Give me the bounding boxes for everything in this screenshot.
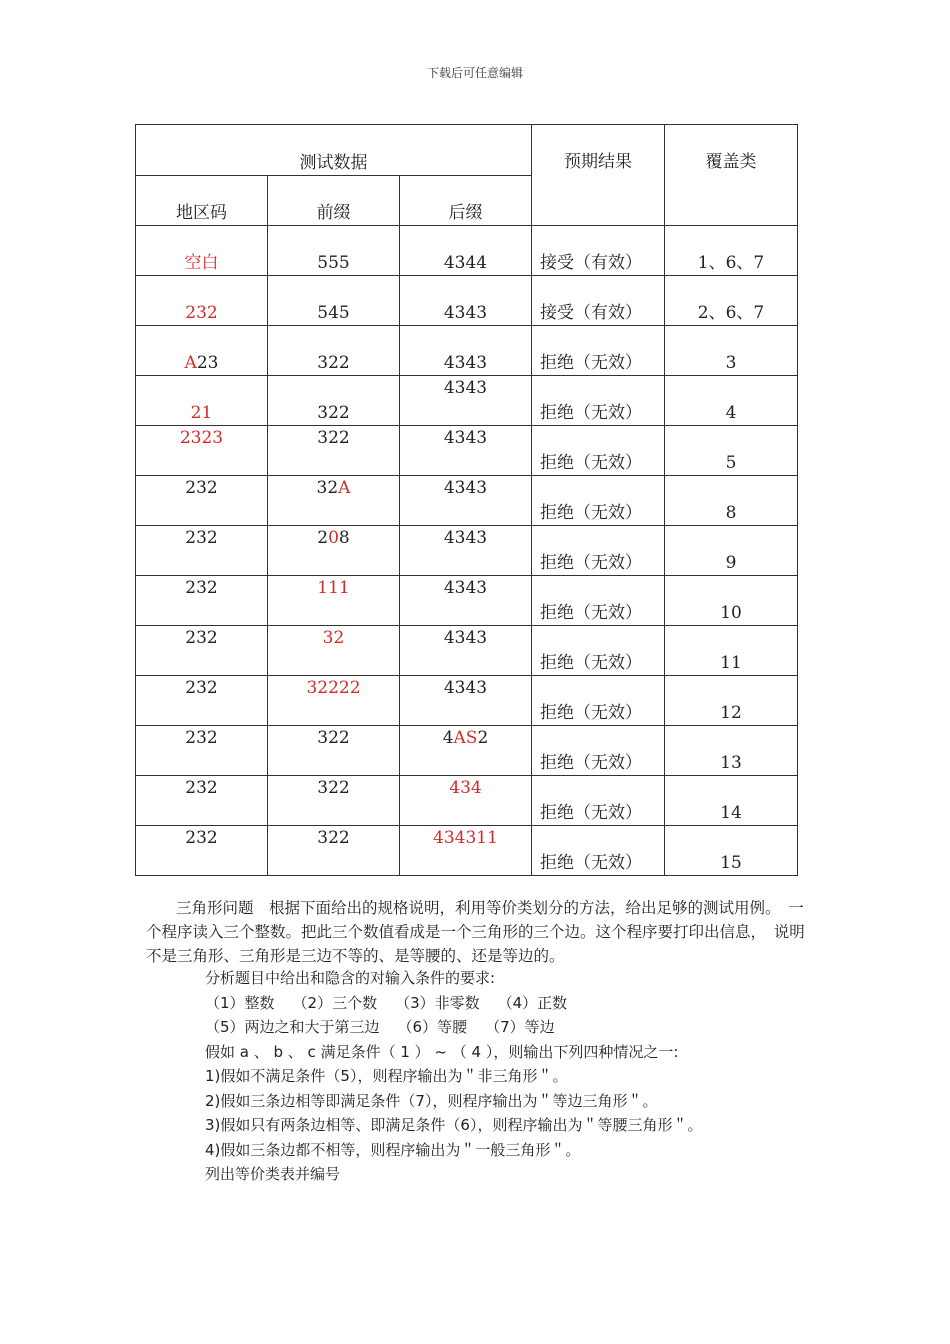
analysis-section [205, 966, 825, 1187]
cell-expected: 拒绝（无效） [532, 676, 665, 726]
cell-prefix: 555 [268, 226, 400, 276]
cell-suffix: 4343 [400, 476, 532, 526]
cell-expected: 拒绝（无效） [532, 476, 665, 526]
cell-coverage: 2、6、7 [665, 276, 798, 326]
condition-item: （3）非零数 [395, 993, 480, 1012]
cell-suffix: 4343 [400, 576, 532, 626]
condition-item: （5）两边之和大于第三边 [205, 1018, 380, 1036]
cell-area: 232 [136, 276, 268, 326]
cell-expected: 拒绝（无效） [532, 426, 665, 476]
cell-expected: 拒绝（无效） [532, 376, 665, 426]
table-row [136, 676, 798, 726]
cell-prefix: 322 [268, 326, 400, 376]
table-row [136, 226, 798, 276]
cell-expected: 拒绝（无效） [532, 726, 665, 776]
table-row [136, 326, 798, 376]
header-expected: 预期结果 [532, 125, 665, 226]
condition-item: （1）整数 [205, 993, 275, 1012]
cell-area: 232 [136, 676, 268, 726]
cell-prefix [268, 526, 400, 576]
cell-prefix: 32 [268, 626, 400, 676]
cell-area: 232 [136, 576, 268, 626]
table-row [136, 476, 798, 526]
cell-coverage: 1、6、7 [665, 226, 798, 276]
analysis-case: 3)假如只有两条边相等、即满足条件（6），则程序输出为＂等腰三角形＂。 [205, 1116, 703, 1134]
cell-prefix: 322 [268, 776, 400, 826]
condition-item: （6）等腰 [397, 1018, 468, 1036]
cell-suffix: 4343 [400, 526, 532, 576]
cell-suffix-part: 2 [477, 728, 489, 748]
cell-prefix-invalid-part: 0 [328, 528, 339, 548]
cell-coverage: 10 [665, 576, 798, 626]
triangle-problem-paragraph: 三角形问题 根据下面给出的规格说明，利用等价类划分的方法，给出足够的测试用例。 一个程序读入三个整数。把此三个数值看成是一个三角形的三个边。这个程序要打印出信息， 说明不是三角形、三角形是三边不等的、是等腰的、还是等边的。 [146, 899, 805, 965]
cell-area-invalid-part: A [184, 353, 197, 373]
cell-suffix: 434311 [400, 826, 532, 876]
cell-suffix: 4343 [400, 626, 532, 676]
cell-area: 232 [136, 826, 268, 876]
cell-coverage: 3 [665, 326, 798, 376]
cell-suffix: 4343 [400, 426, 532, 476]
page-header-note: 下载后可任意编辑 [426, 66, 523, 80]
cell-coverage: 13 [665, 726, 798, 776]
table-row [136, 726, 798, 776]
cell-prefix-part: 8 [338, 528, 350, 548]
cell-suffix: 4343 [400, 376, 532, 426]
cell-suffix: 4343 [400, 676, 532, 726]
header-suffix: 后缀 [400, 176, 532, 226]
analysis-assumption: 假如 a 、 b 、 c 满足条件（ 1 ） ~ （ 4 ），则输出下列四种情况之一: [205, 1042, 679, 1061]
cell-coverage: 14 [665, 776, 798, 826]
analysis-case: 4)假如三条边都不相等，则程序输出为＂一般三角形＂。 [205, 1140, 581, 1159]
analysis-closing: 列出等价类表并编号 [205, 1165, 341, 1183]
cell-suffix-part: 4 [442, 728, 454, 748]
cell-expected: 拒绝（无效） [532, 326, 665, 376]
cell-expected: 拒绝（无效） [532, 626, 665, 676]
cell-prefix: 322 [268, 826, 400, 876]
cell-area: 空白 [136, 226, 268, 276]
header-test-data: 测试数据 [136, 125, 532, 176]
table-row [136, 276, 798, 326]
cell-prefix-invalid-part: A [338, 478, 351, 498]
cell-prefix [268, 476, 400, 526]
cell-area: 232 [136, 476, 268, 526]
table-row [136, 426, 798, 476]
analysis-case: 1)假如不满足条件（5），则程序输出为＂非三角形＂。 [205, 1067, 568, 1085]
cell-coverage: 11 [665, 626, 798, 676]
header-prefix: 前缀 [268, 176, 400, 226]
cell-area: 232 [136, 626, 268, 676]
header-area-code: 地区码 [136, 176, 268, 226]
cell-expected: 接受（有效） [532, 276, 665, 326]
cell-area [136, 326, 268, 376]
cell-area: 232 [136, 726, 268, 776]
table-row [136, 376, 798, 426]
cell-prefix: 111 [268, 576, 400, 626]
cell-suffix: 4343 [400, 276, 532, 326]
cell-suffix: 434 [400, 776, 532, 826]
table-row [136, 576, 798, 626]
condition-item: （7）等边 [485, 1018, 555, 1036]
cell-prefix-part: 2 [317, 528, 329, 548]
table-row [136, 626, 798, 676]
cell-expected: 接受（有效） [532, 226, 665, 276]
cell-coverage: 8 [665, 476, 798, 526]
cell-prefix: 322 [268, 726, 400, 776]
conditions-line-2 [205, 1015, 825, 1040]
analysis-intro: 分析题目中给出和隐含的对输入条件的要求: [205, 969, 496, 987]
cell-prefix: 322 [268, 426, 400, 476]
table-row [136, 826, 798, 876]
cell-area: 2323 [136, 426, 268, 476]
cell-expected: 拒绝（无效） [532, 826, 665, 876]
condition-item: （4）正数 [497, 993, 568, 1012]
cell-suffix-invalid-part: AS [453, 728, 478, 748]
cell-prefix-valid-part: 32 [316, 478, 339, 498]
cell-area-valid-part: 23 [196, 353, 219, 373]
cell-expected: 拒绝（无效） [532, 526, 665, 576]
condition-item: （2）三个数 [292, 993, 378, 1012]
cell-coverage: 5 [665, 426, 798, 476]
cell-coverage: 9 [665, 526, 798, 576]
cell-prefix: 32222 [268, 676, 400, 726]
cell-area: 232 [136, 776, 268, 826]
cell-suffix: 4344 [400, 226, 532, 276]
header-coverage: 覆盖类 [665, 125, 798, 226]
cell-prefix: 545 [268, 276, 400, 326]
cell-suffix [400, 726, 532, 776]
table-row [136, 776, 798, 826]
cell-suffix: 4343 [400, 326, 532, 376]
cell-expected: 拒绝（无效） [532, 576, 665, 626]
cell-coverage: 12 [665, 676, 798, 726]
conditions-line-1 [205, 991, 825, 1016]
cell-expected: 拒绝（无效） [532, 776, 665, 826]
test-case-table [135, 124, 798, 876]
cell-coverage: 15 [665, 826, 798, 876]
analysis-case: 2)假如三条边相等即满足条件（7），则程序输出为＂等边三角形＂。 [205, 1091, 658, 1110]
table-row [136, 526, 798, 576]
cell-coverage: 4 [665, 376, 798, 426]
cell-area: 21 [136, 376, 268, 426]
cell-prefix: 322 [268, 376, 400, 426]
cell-area: 232 [136, 526, 268, 576]
